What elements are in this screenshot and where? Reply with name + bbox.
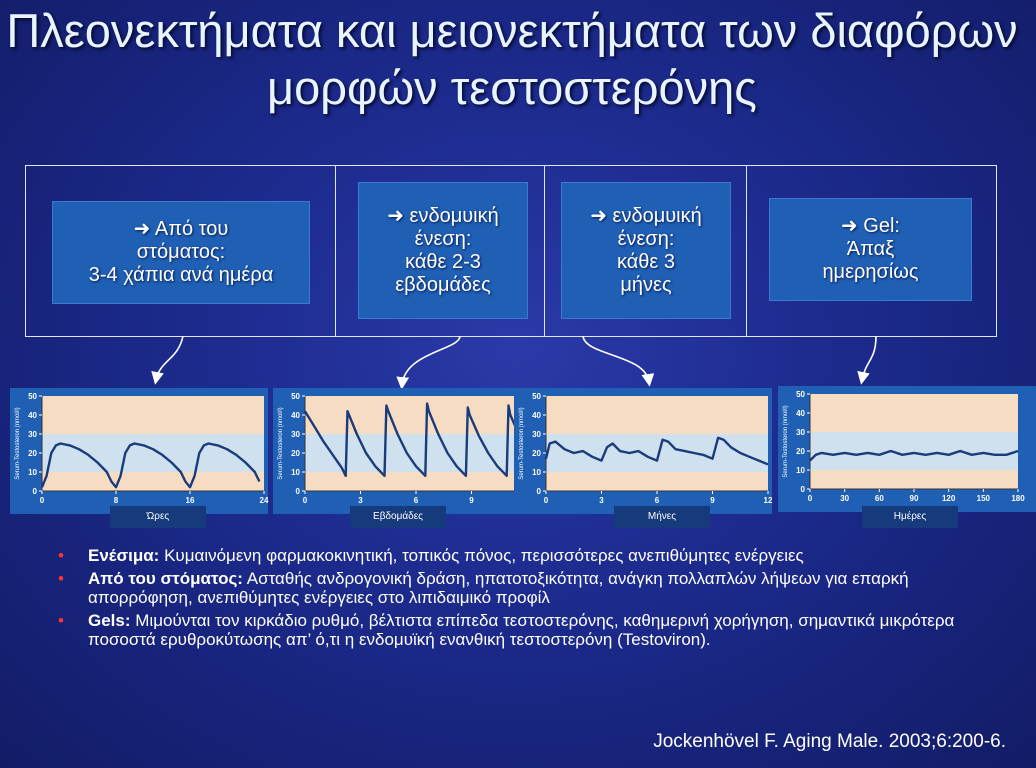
y-tick-label: 50	[796, 390, 805, 399]
y-tick-label: 30	[291, 430, 300, 439]
bullet-text: Ασταθής ανδρογονική δράση, ηπατοτοξικότητα, ανάγκη πολλαπλών λήψεων για επαρκή απορρόφηση, ανεπιθύμητες ενέργειες στο λιπιδαιμικό προφίλ	[88, 569, 909, 607]
x-tick-label: 3	[599, 496, 604, 505]
x-tick-label: 24	[259, 496, 269, 505]
injection-3-months-box	[561, 182, 731, 319]
band-low	[305, 472, 527, 491]
band-low	[546, 472, 768, 491]
band-low	[810, 470, 1018, 489]
chart-panel-oral	[10, 388, 268, 514]
connector-arrows	[0, 330, 1024, 390]
y-tick-label: 20	[532, 449, 541, 458]
arrow-injection-months	[583, 336, 649, 382]
bullet-dot: •	[58, 546, 64, 565]
arrow-oral	[156, 336, 183, 380]
y-tick-label: 50	[532, 392, 541, 401]
y-tick-label: 0	[32, 487, 37, 496]
band-normal	[42, 434, 264, 472]
bullet-label: Ενέσιμα:	[88, 546, 160, 565]
band-high	[305, 396, 527, 434]
y-tick-label: 10	[532, 468, 541, 477]
y-tick-label: 20	[291, 449, 300, 458]
y-tick-label: 50	[28, 392, 37, 401]
citation: Jockenhövel F. Aging Male. 2003;6:200-6.	[653, 731, 1006, 752]
chart-injection-months	[514, 388, 772, 514]
x-tick-label: 120	[941, 494, 956, 503]
bullet-item	[58, 569, 1003, 607]
x-tick-label: 6	[654, 496, 660, 505]
box-text: ➜ Από του στόματος: 3-4 χάπια ανά ημέρα	[88, 218, 274, 286]
bullet-text: Κυμαινόμενη φαρμακοκινητική, τοπικός πόνος, περισσότερες ανεπιθύμητες ενέργειες	[159, 546, 804, 565]
y-tick-label: 0	[295, 487, 300, 496]
bullet-item	[58, 611, 1003, 649]
bullet-label: Gels:	[88, 611, 131, 630]
y-tick-label: 40	[532, 411, 541, 420]
box-text: ➜ Gel: Άπαξ ημερησίως	[822, 215, 919, 283]
chart-gel	[778, 386, 1025, 514]
arrow-injection-weeks	[402, 336, 460, 385]
y-tick-label: 20	[796, 447, 805, 456]
y-tick-label: 30	[532, 430, 541, 439]
y-tick-label: 40	[28, 411, 37, 420]
chart-injection-weeks	[273, 388, 531, 514]
y-tick-label: 40	[291, 411, 300, 420]
x-tick-label: 0	[807, 494, 813, 503]
y-tick-label: 50	[291, 392, 300, 401]
arrow-gel	[862, 336, 876, 380]
oral-regimen-box	[52, 201, 310, 304]
band-high	[546, 396, 768, 434]
bullet-dot: •	[58, 569, 64, 588]
y-axis-label: Serum-Testosteron (nmol/l)	[783, 405, 789, 478]
x-tick-label: 0	[39, 496, 45, 505]
x-tick-label: 150	[976, 494, 991, 503]
gel-regimen-box	[769, 198, 972, 301]
x-axis-caption: Ημέρες	[862, 506, 958, 528]
bullet-label: Από του στόματος:	[88, 569, 243, 588]
x-tick-label: 90	[909, 494, 919, 503]
chart-panel-gel	[778, 386, 1036, 512]
x-axis-caption: Ώρες	[110, 506, 206, 528]
x-tick-label: 30	[840, 494, 850, 503]
x-tick-label: 0	[543, 496, 549, 505]
y-axis-label: Serum-Testosteron (nmol/l)	[519, 407, 525, 480]
x-tick-label: 3	[358, 496, 363, 505]
box-text: ➜ ενδομυική ένεση: κάθε 2-3 εβδομάδες	[387, 204, 499, 296]
bullet-dot: •	[58, 611, 64, 630]
x-tick-label: 6	[413, 496, 419, 505]
x-tick-label: 60	[874, 494, 884, 503]
y-tick-label: 0	[800, 485, 805, 494]
band-normal	[810, 432, 1018, 470]
x-tick-label: 180	[1011, 494, 1025, 503]
x-tick-label: 9	[710, 496, 715, 505]
x-tick-label: 9	[469, 496, 474, 505]
frame-divider	[335, 166, 336, 336]
y-tick-label: 30	[28, 430, 37, 439]
chart-oral	[10, 388, 268, 514]
y-tick-label: 10	[796, 466, 805, 475]
x-tick-label: 0	[302, 496, 308, 505]
band-high	[42, 396, 264, 434]
bullet-item	[58, 546, 1003, 565]
box-text: ➜ ενδομυική ένεση: κάθε 3 μήνες	[590, 204, 702, 296]
x-tick-label: 12	[763, 496, 773, 505]
band-low	[42, 472, 264, 491]
chart-panel-injection-weeks	[273, 388, 531, 514]
y-tick-label: 10	[28, 468, 37, 477]
bullet-text: Μιμούνται τον κιρκάδιο ρυθμό, βέλτιστα επίπεδα τεστοστερόνης, καθημερινή χορήγηση, σημαντικά μικρότερα ποσοστά ερυθροκύτωσης απ’ ό,τι η ενδομυϊκή ενανθική τεστοστερόνη (Testoviron).	[88, 611, 955, 649]
y-tick-label: 40	[796, 409, 805, 418]
chart-panel-injection-months	[514, 388, 772, 514]
y-tick-label: 0	[536, 487, 541, 496]
y-tick-label: 30	[796, 428, 805, 437]
y-tick-label: 10	[291, 468, 300, 477]
band-high	[810, 394, 1018, 432]
y-axis-label: Serum-Testosteron (nmol/l)	[278, 407, 284, 480]
x-tick-label: 16	[185, 496, 195, 505]
y-tick-label: 20	[28, 449, 37, 458]
injection-2-3-weeks-box	[358, 182, 528, 319]
x-tick-label: 8	[113, 496, 119, 505]
slide-title: Πλεονεκτήματα και μειονεκτήματα των διαφόρων μορφών τεστοστερόνης	[6, 4, 1018, 114]
bullet-list	[58, 546, 1003, 653]
y-axis-label: Serum-Testosteron (nmol/l)	[15, 407, 21, 480]
x-axis-caption: Εβδομάδες	[350, 506, 446, 528]
frame-divider	[544, 166, 545, 336]
x-axis-caption: Μήνες	[614, 506, 710, 528]
frame-divider	[746, 166, 747, 336]
